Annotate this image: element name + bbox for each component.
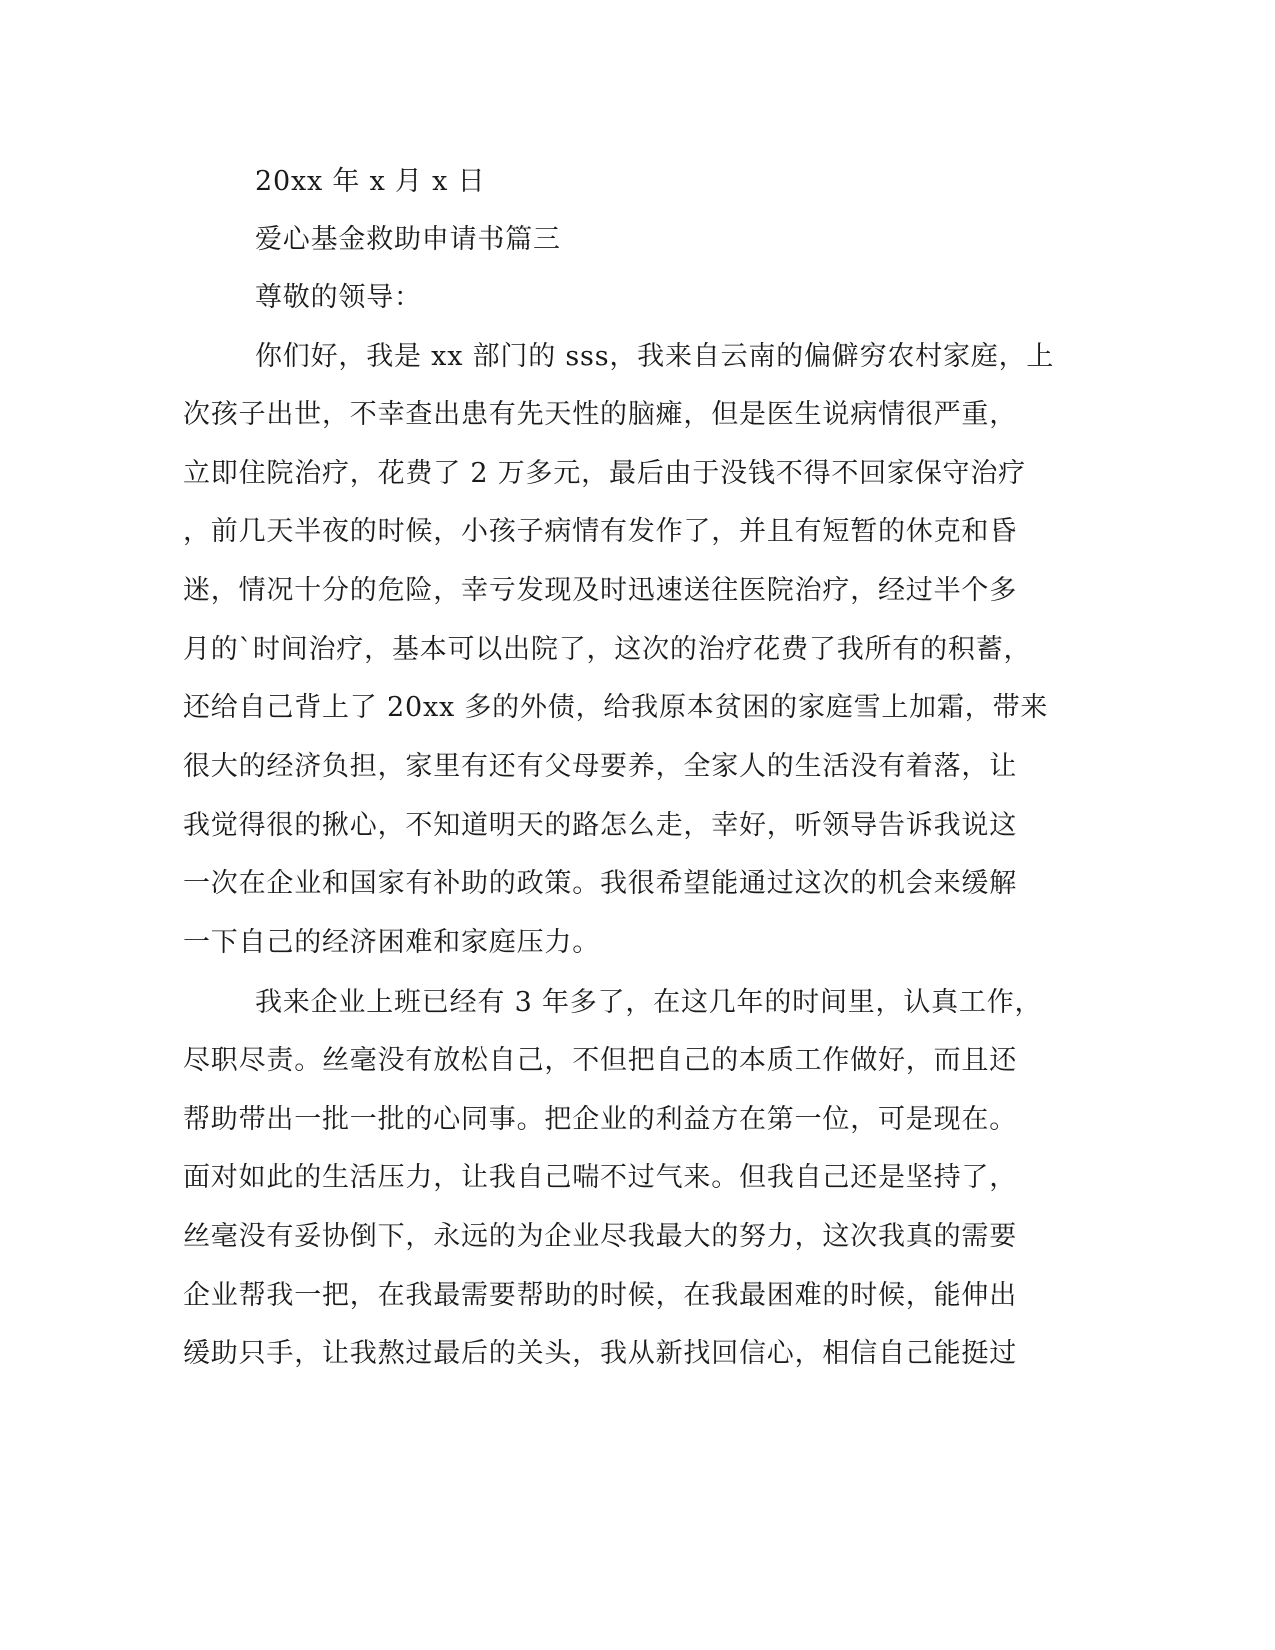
- paragraph-line: 丝毫没有妥协倒下，永远的为企业尽我最大的努力，这次我真的需要: [183, 1221, 1017, 1252]
- paragraph-line: 缓助只手，让我熬过最后的关头，我从新找回信心，相信自己能挺过: [183, 1338, 1017, 1369]
- salutation: 尊敬的领导：: [255, 282, 422, 313]
- paragraph-line: 帮助带出一批一批的心同事。把企业的利益方在第一位，可是现在。: [183, 1104, 1017, 1135]
- paragraph-line: 月的`时间治疗，基本可以出院了，这次的治疗花费了我所有的积蓄，: [183, 634, 1032, 665]
- paragraph-line: 一下自己的经济困难和家庭压力。: [183, 927, 600, 958]
- paragraph-line: 次孩子出世，不幸查出患有先天性的脑瘫，但是医生说病情很严重，: [183, 399, 1017, 430]
- paragraph-line: 我觉得很的揪心，不知道明天的路怎么走，幸好，听领导告诉我说这: [183, 810, 1017, 841]
- paragraph-line: 企业帮我一把，在我最需要帮助的时候，在我最困难的时候，能伸出: [183, 1280, 1017, 1311]
- paragraph-line: ，前几天半夜的时候，小孩子病情有发作了，并且有短暂的休克和昏: [183, 516, 1017, 547]
- date-line: 20xx 年 x 月 x 日: [255, 166, 486, 197]
- paragraph-line: 一次在企业和国家有补助的政策。我很希望能通过这次的机会来缓解: [183, 868, 1017, 899]
- paragraph-line: 立即住院治疗，花费了 2 万多元，最后由于没钱不得不回家保守治疗: [183, 458, 1026, 489]
- paragraph-line: 你们好，我是 xx 部门的 sss，我来自云南的偏僻穷农村家庭，上: [255, 341, 1055, 372]
- paragraph-line: 我来企业上班已经有 3 年多了，在这几年的时间里，认真工作，: [255, 987, 1043, 1018]
- paragraph-line: 还给自己背上了 20xx 多的外债，给我原本贫困的家庭雪上加霜，带来: [183, 692, 1049, 723]
- paragraph-line: 面对如此的生活压力，让我自己喘不过气来。但我自己还是坚持了，: [183, 1162, 1017, 1193]
- paragraph-line: 尽职尽责。丝毫没有放松自己，不但把自己的本质工作做好，而且还: [183, 1045, 1017, 1076]
- paragraph-line: 迷，情况十分的危险，幸亏发现及时迅速送往医院治疗，经过半个多: [183, 575, 1017, 606]
- paragraph-line: 很大的经济负担，家里有还有父母要养，全家人的生活没有着落，让: [183, 751, 1017, 782]
- section-title: 爱心基金救助申请书篇三: [255, 224, 561, 255]
